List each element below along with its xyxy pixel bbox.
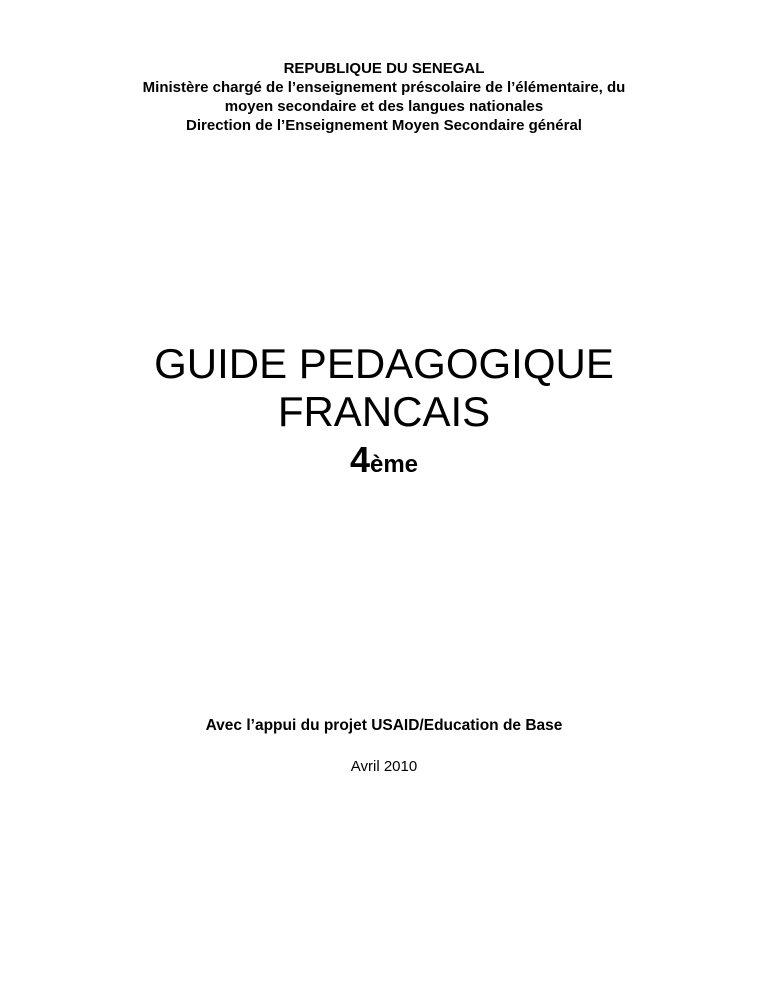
support-statement: Avec l’appui du projet USAID/Education de Base (205, 717, 563, 734)
grade-level (0, 440, 768, 488)
header-ministry-line-1: Ministère chargé de l’enseignement préscolaire de l’élémentaire, du (142, 79, 626, 96)
header-direction: Direction de l’Enseignement Moyen Secondaire général (186, 117, 582, 134)
publication-date: Avril 2010 (350, 758, 418, 775)
header-ministry-line-2: moyen secondaire et des langues nationales (224, 98, 544, 115)
document-subject: FRANCAIS (277, 388, 491, 435)
document-title: GUIDE PEDAGOGIQUE (154, 340, 614, 387)
header-block (0, 59, 768, 135)
grade-suffix: ème (369, 451, 419, 478)
header-country: REPUBLIQUE DU SENEGAL (283, 60, 485, 77)
title-block (0, 340, 768, 488)
grade-number: 4 (349, 439, 370, 480)
